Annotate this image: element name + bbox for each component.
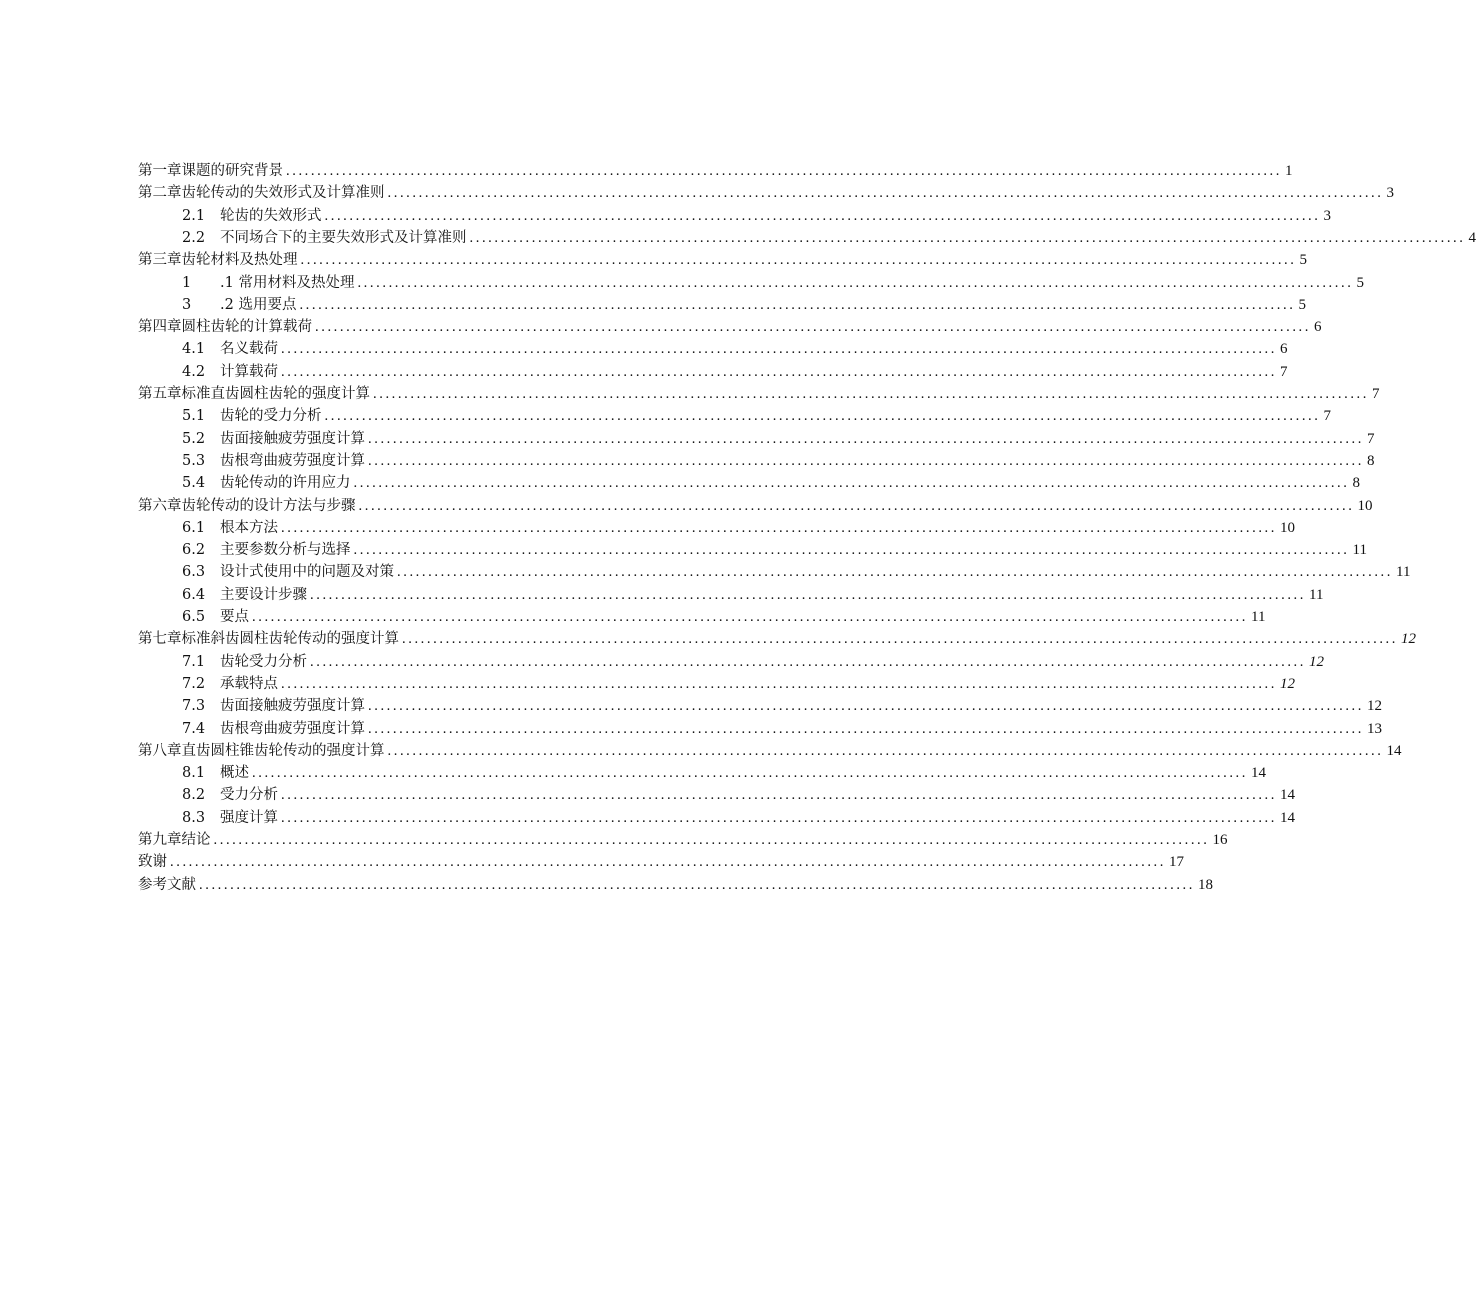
toc-chapter-entry[interactable] — [138, 182, 1394, 204]
toc-page-number: 6 — [1280, 341, 1288, 357]
toc-page-number: 12 — [1309, 654, 1324, 670]
toc-dot-leader: ................................................................................................................................................................ — [368, 453, 1364, 469]
toc-section-entry[interactable] — [182, 539, 1367, 561]
toc-page-number: 7 — [1323, 408, 1331, 424]
toc-page-number: 5 — [1299, 252, 1307, 268]
toc-entry-title: 根本方法 — [220, 520, 278, 536]
toc-section-number: 6.4 — [182, 587, 206, 603]
toc-entry-title: .1 常用材料及热处理 — [220, 275, 355, 291]
toc-page-number: 4 — [1468, 230, 1476, 246]
toc-page-number: 7 — [1280, 364, 1288, 380]
toc-page-number: 12 — [1401, 631, 1416, 647]
toc-section-entry[interactable] — [182, 673, 1295, 695]
toc-section-entry[interactable] — [182, 338, 1288, 360]
toc-entry-title: .2 选用要点 — [220, 297, 297, 313]
toc-entry-title: 要点 — [220, 609, 249, 625]
toc-page-number: 6 — [1314, 319, 1322, 335]
toc-section-number: 5.4 — [182, 475, 206, 491]
toc-chapter-entry[interactable] — [138, 316, 1322, 338]
toc-entry-title: 主要参数分析与选择 — [220, 542, 351, 558]
toc-dot-leader: ................................................................................................................................................................ — [353, 542, 1350, 558]
toc-entry-title: 名义载荷 — [220, 341, 278, 357]
toc-section-entry[interactable] — [182, 272, 1364, 294]
toc-section-number: 6.5 — [182, 609, 206, 625]
toc-dot-leader: ................................................................................................................................................................ — [402, 631, 1398, 647]
toc-entry-title: 第六章齿轮传动的设计方法与步骤 — [138, 498, 356, 514]
toc-chapter-entry[interactable] — [138, 495, 1373, 517]
toc-page-number: 7 — [1372, 386, 1380, 402]
toc-section-number: 7.1 — [182, 654, 206, 670]
toc-page-number: 5 — [1298, 297, 1306, 313]
toc-dot-leader: ................................................................................................................................................................ — [213, 832, 1210, 848]
toc-dot-leader: ................................................................................................................................................................ — [397, 564, 1393, 580]
toc-entry-title: 齿根弯曲疲劳强度计算 — [220, 721, 365, 737]
toc-entry-title: 齿轮传动的许用应力 — [220, 475, 351, 491]
toc-section-number: 2.1 — [182, 208, 206, 224]
toc-chapter-entry[interactable] — [138, 383, 1380, 405]
toc-entry-title: 计算载荷 — [220, 364, 278, 380]
toc-section-entry[interactable] — [182, 405, 1331, 427]
toc-section-entry[interactable] — [182, 762, 1266, 784]
toc-chapter-entry[interactable] — [138, 628, 1416, 650]
toc-dot-leader: ................................................................................................................................................................ — [373, 386, 1369, 402]
toc-section-entry[interactable] — [182, 227, 1476, 249]
toc-entry-title: 齿面接触疲劳强度计算 — [220, 698, 365, 714]
toc-page-number: 11 — [1251, 609, 1266, 625]
toc-entry-title: 齿轮的受力分析 — [220, 408, 322, 424]
toc-section-number: 7.2 — [182, 676, 206, 692]
toc-dot-leader: ................................................................................................................................................................ — [281, 787, 1277, 803]
toc-dot-leader: ................................................................................................................................................................ — [286, 163, 1282, 179]
toc-entry-title: 不同场合下的主要失效形式及计算准则 — [220, 230, 467, 246]
toc-section-entry[interactable] — [182, 784, 1295, 806]
toc-entry-title: 受力分析 — [220, 787, 278, 803]
toc-dot-leader: ................................................................................................................................................................ — [358, 498, 1355, 514]
toc-dot-leader: ................................................................................................................................................................ — [353, 475, 1350, 491]
toc-entry-title: 齿轮受力分析 — [220, 654, 307, 670]
toc-chapter-entry[interactable] — [138, 160, 1293, 182]
toc-section-number: 7.4 — [182, 721, 206, 737]
toc-dot-leader: ................................................................................................................................................................ — [310, 587, 1306, 603]
toc-dot-leader: ................................................................................................................................................................ — [170, 854, 1166, 870]
toc-page-number: 17 — [1169, 854, 1184, 870]
toc-entry-title: 第七章标准斜齿圆柱齿轮传动的强度计算 — [138, 631, 399, 647]
toc-dot-leader: ................................................................................................................................................................ — [315, 319, 1311, 335]
toc-section-number: 6.2 — [182, 542, 206, 558]
toc-section-entry[interactable] — [182, 695, 1382, 717]
toc-dot-leader: ................................................................................................................................................................ — [299, 297, 1296, 313]
toc-page-number: 13 — [1367, 721, 1382, 737]
toc-dot-leader: ................................................................................................................................................................ — [357, 275, 1354, 291]
toc-dot-leader: ................................................................................................................................................................ — [368, 721, 1364, 737]
toc-section-entry[interactable] — [182, 606, 1266, 628]
toc-dot-leader: ................................................................................................................................................................ — [469, 230, 1466, 246]
toc-section-number: 5.3 — [182, 453, 206, 469]
toc-section-entry[interactable] — [182, 428, 1375, 450]
toc-entry-title: 概述 — [220, 765, 249, 781]
toc-section-entry[interactable] — [182, 450, 1375, 472]
toc-page-number: 14 — [1251, 765, 1266, 781]
toc-section-entry[interactable] — [182, 651, 1324, 673]
toc-page-number: 11 — [1309, 587, 1324, 603]
toc-page-number: 14 — [1280, 810, 1295, 826]
toc-page-number: 14 — [1280, 787, 1295, 803]
toc-section-entry[interactable] — [182, 561, 1411, 583]
toc-entry-title: 设计式使用中的问题及对策 — [220, 564, 394, 580]
toc-entry-title: 第二章齿轮传动的失效形式及计算准则 — [138, 185, 385, 201]
toc-page-number: 5 — [1356, 275, 1364, 291]
toc-entry-title: 第五章标准直齿圆柱齿轮的强度计算 — [138, 386, 370, 402]
toc-entry-title: 第四章圆柱齿轮的计算载荷 — [138, 319, 312, 335]
toc-section-number: 4.1 — [182, 341, 206, 357]
toc-section-number: 8.2 — [182, 787, 206, 803]
toc-entry-title: 第一章课题的研究背景 — [138, 163, 283, 179]
toc-section-entry[interactable] — [182, 472, 1360, 494]
toc-page-number: 3 — [1386, 185, 1394, 201]
toc-dot-leader: ................................................................................................................................................................ — [281, 520, 1277, 536]
toc-entry-title: 承载特点 — [220, 676, 278, 692]
toc-section-number: 7.3 — [182, 698, 206, 714]
toc-entry-title: 第九章结论 — [138, 832, 211, 848]
toc-page-number: 8 — [1352, 475, 1360, 491]
toc-dot-leader: ................................................................................................................................................................ — [387, 743, 1384, 759]
toc-entry-title: 第八章直齿圆柱锥齿轮传动的强度计算 — [138, 743, 385, 759]
toc-section-entry[interactable] — [182, 205, 1331, 227]
toc-page-number: 12 — [1280, 676, 1295, 692]
toc-page-number: 11 — [1396, 564, 1411, 580]
toc-chapter-entry[interactable] — [138, 874, 1213, 896]
toc-page-number: 18 — [1198, 877, 1213, 893]
toc-page-number: 12 — [1367, 698, 1382, 714]
toc-chapter-entry[interactable] — [138, 249, 1307, 271]
toc-entry-title: 齿根弯曲疲劳强度计算 — [220, 453, 365, 469]
toc-section-number: 8.1 — [182, 765, 206, 781]
toc-dot-leader: ................................................................................................................................................................ — [281, 810, 1277, 826]
toc-section-number: 6.3 — [182, 564, 206, 580]
toc-page-number: 14 — [1386, 743, 1402, 759]
toc-chapter-entry[interactable] — [138, 851, 1184, 873]
toc-dot-leader: ................................................................................................................................................................ — [281, 364, 1277, 380]
toc-page-number: 11 — [1352, 542, 1367, 558]
toc-dot-leader: ................................................................................................................................................................ — [252, 765, 1248, 781]
toc-dot-leader: ................................................................................................................................................................ — [368, 698, 1364, 714]
toc-chapter-entry[interactable] — [138, 740, 1402, 762]
toc-dot-leader: ................................................................................................................................................................ — [199, 877, 1195, 893]
toc-section-entry[interactable] — [182, 807, 1295, 829]
toc-section-number: 6.1 — [182, 520, 206, 536]
toc-dot-leader: ................................................................................................................................................................ — [368, 431, 1364, 447]
toc-dot-leader: ................................................................................................................................................................ — [300, 252, 1297, 268]
toc-section-entry[interactable] — [182, 718, 1382, 740]
toc-dot-leader: ................................................................................................................................................................ — [281, 676, 1277, 692]
toc-page-number: 16 — [1212, 832, 1228, 848]
toc-section-entry[interactable] — [182, 294, 1306, 316]
toc-section-number: 2.2 — [182, 230, 206, 246]
toc-section-entry[interactable] — [182, 517, 1295, 539]
toc-dot-leader: ................................................................................................................................................................ — [281, 341, 1277, 357]
toc-page-number: 8 — [1367, 453, 1375, 469]
toc-section-entry[interactable] — [182, 361, 1288, 383]
toc-dot-leader: ................................................................................................................................................................ — [387, 185, 1384, 201]
toc-section-number: 5.2 — [182, 431, 206, 447]
toc-entry-title: 参考文献 — [138, 877, 196, 893]
toc-entry-title: 致谢 — [138, 854, 167, 870]
toc-entry-title: 强度计算 — [220, 810, 278, 826]
toc-section-number: 1 — [182, 275, 192, 291]
toc-page-number: 1 — [1285, 163, 1293, 179]
toc-dot-leader: ................................................................................................................................................................ — [324, 208, 1321, 224]
toc-page-number: 10 — [1357, 498, 1373, 514]
toc-section-number: 8.3 — [182, 810, 206, 826]
toc-entry-title: 轮齿的失效形式 — [220, 208, 322, 224]
toc-section-entry[interactable] — [182, 584, 1324, 606]
toc-section-number: 3 — [182, 297, 192, 313]
toc-section-number: 4.2 — [182, 364, 206, 380]
toc-entry-title: 第三章齿轮材料及热处理 — [138, 252, 298, 268]
toc-chapter-entry[interactable] — [138, 829, 1228, 851]
toc-page-number: 7 — [1367, 431, 1375, 447]
toc-dot-leader: ................................................................................................................................................................ — [252, 609, 1248, 625]
toc-entry-title: 主要设计步骤 — [220, 587, 307, 603]
toc-dot-leader: ................................................................................................................................................................ — [324, 408, 1321, 424]
toc-page-number: 10 — [1280, 520, 1295, 536]
toc-page-number: 3 — [1323, 208, 1331, 224]
toc-entry-title: 齿面接触疲劳强度计算 — [220, 431, 365, 447]
toc-section-number: 5.1 — [182, 408, 206, 424]
toc-dot-leader: ................................................................................................................................................................ — [310, 654, 1306, 670]
